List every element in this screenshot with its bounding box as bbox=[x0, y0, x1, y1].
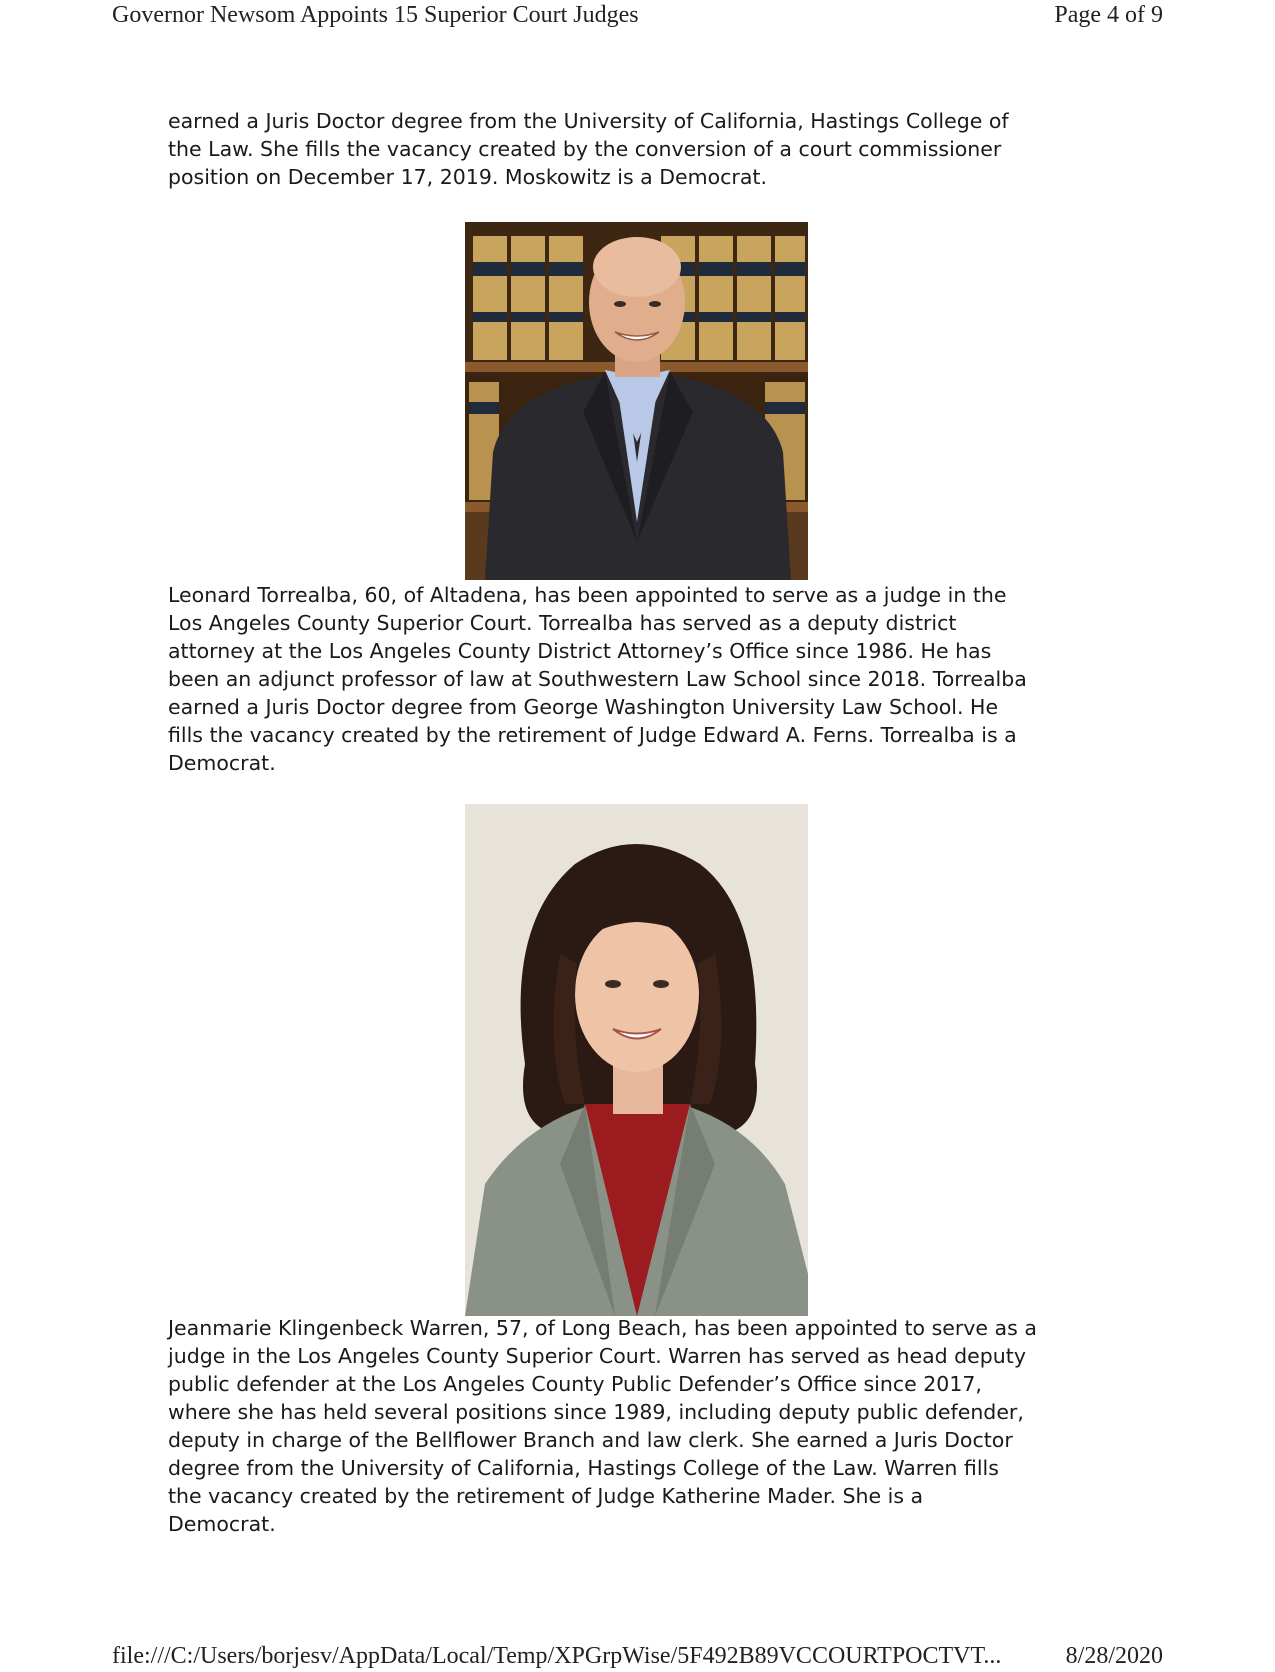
paragraph-torrealba: Leonard Torrealba, 60, of Altadena, has been appointed to serve as a judge in the Los Angeles County Superior Court. Torrealba has served as a deputy district attorney at the Los Angeles County District Attorney’s Office since 1986. He has been an adjunct professor of law at Southwestern Law School since 2018. Torrealba earned a Juris Doctor degree from George Washington University Law School. He fills the vacancy created by the retirement of Judge Edward A. Ferns. Torrealba is a Democrat. bbox=[168, 583, 1027, 775]
paragraph-moskowitz-end: earned a Juris Doctor degree from the University of California, Hastings College of the Law. She fills the vacancy created by the conversion of a court commissioner position on December 17, 2019. Moskowitz is a Democrat. bbox=[168, 109, 1009, 189]
warren-photo bbox=[465, 804, 808, 1316]
paragraph-warren: Jeanmarie Klingenbeck Warren, 57, of Long Beach, has been appointed to serve as a judge in the Los Angeles County Superior Court. Warren has served as head deputy public defender at the Los Angeles County Public Defender’s Office since 2017, where she has held several positions since 1989, including deputy public defender, deputy in charge of the Bellflower Branch and law clerk. She earned a Juris Doctor degree from the University of California, Hastings College of the Law. Warren fills the vacancy created by the retirement of Judge Katherine Mader. She is a Democrat. bbox=[168, 1316, 1037, 1536]
footer-file-path: file:///C:/Users/borjesv/AppData/Local/Temp/XPGrpWise/5F492B89VCCOURTPOCTVT... bbox=[112, 1643, 1002, 1669]
torrealba-portrait-image bbox=[465, 222, 808, 580]
torrealba-photo bbox=[465, 222, 808, 580]
header-title: Governor Newsom Appoints 15 Superior Court Judges bbox=[112, 2, 639, 28]
page-number: Page 4 of 9 bbox=[1054, 2, 1163, 28]
warren-portrait-image bbox=[465, 804, 808, 1316]
footer-date: 8/28/2020 bbox=[1065, 1643, 1163, 1669]
